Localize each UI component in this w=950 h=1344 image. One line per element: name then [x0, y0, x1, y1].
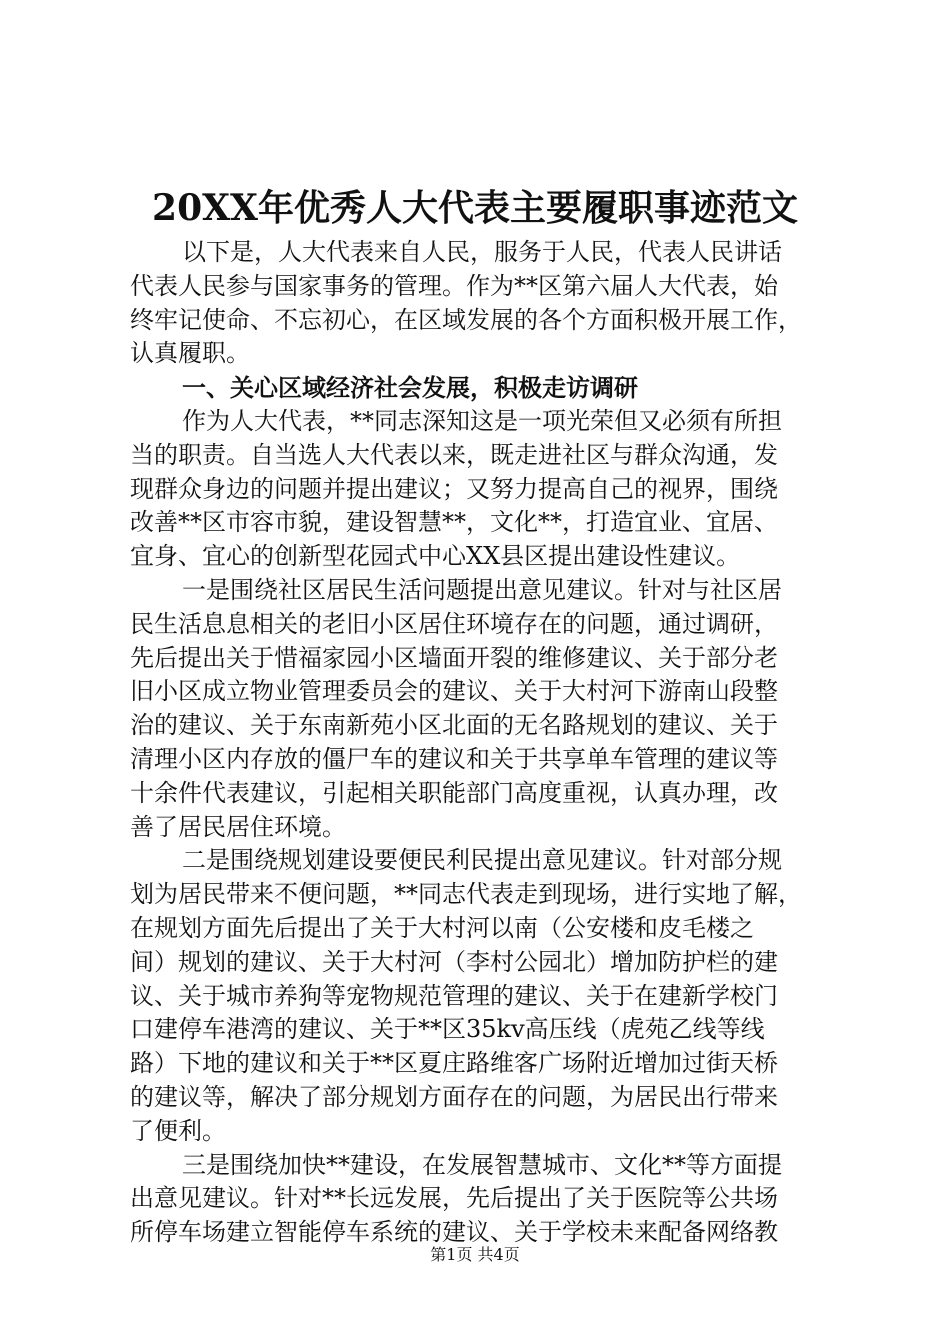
- paragraph-line: 十余件代表建议，引起相关职能部门高度重视，认真办理，改: [130, 778, 778, 807]
- paragraph-line: 代表人民参与国家事务的管理。作为**区第六届人大代表，始: [130, 271, 778, 300]
- paragraph-line: 认真履职。: [130, 339, 250, 368]
- paragraph-line: 治的建议、关于东南新苑小区北面的无名路规划的建议、关于: [130, 711, 778, 740]
- paragraph-line: 改善**区市容市貌，建设智慧**，文化**，打造宜业、宜居、: [130, 508, 778, 537]
- paragraph-line: 口建停车港湾的建议、关于**区35kv高压线（虎苑乙线等线: [130, 1015, 765, 1044]
- paragraph-line: 清理小区内存放的僵尸车的建议和关于共享单车管理的建议等: [130, 744, 778, 773]
- paragraph-line: 旧小区成立物业管理委员会的建议、关于大村河下游南山段整: [130, 677, 778, 706]
- paragraph-line: 划为居民带来不便问题，**同志代表走到现场，进行实地了解，: [130, 880, 802, 909]
- page-number-footer: 第1页 共4页: [430, 1245, 520, 1264]
- paragraph-line: 路）下地的建议和关于**区夏庄路维客广场附近增加过街天桥: [130, 1049, 778, 1078]
- paragraph-line: 现群众身边的问题并提出建议；又努力提高自己的视界，围绕: [130, 474, 778, 503]
- paragraph-line: 议、关于城市养狗等宠物规范管理的建议、关于在建新学校门: [130, 981, 778, 1010]
- document-body: [130, 236, 830, 1250]
- paragraph-line: 间）规划的建议、关于大村河（李村公园北）增加防护栏的建: [130, 947, 778, 976]
- paragraph-line: 在规划方面先后提出了关于大村河以南（公安楼和皮毛楼之: [130, 913, 754, 942]
- paragraph-line: 当的职责。自当选人大代表以来，既走进社区与群众沟通，发: [130, 440, 778, 469]
- paragraph-line: 一是围绕社区居民生活问题提出意见建议。针对与社区居: [182, 575, 782, 604]
- paragraph-line: 宜身、宜心的创新型花园式中心XX县区提出建设性建议。: [130, 542, 741, 571]
- paragraph-line: 终牢记使命、不忘初心，在区域发展的各个方面积极开展工作，: [130, 305, 802, 334]
- paragraph-line: 出意见建议。针对**长远发展，先后提出了关于医院等公共场: [130, 1184, 778, 1213]
- paragraph-line: 所停车场建立智能停车系统的建议、关于学校未来配备网络教: [130, 1218, 778, 1247]
- section-heading: 一、关心区域经济社会发展，积极走访调研: [182, 373, 638, 403]
- paragraph-line: 三是围绕加快**建设，在发展智慧城市、文化**等方面提: [182, 1150, 782, 1179]
- paragraph-line: 了便利。: [130, 1116, 226, 1145]
- paragraph-line: 以下是，人大代表来自人民，服务于人民，代表人民讲话: [182, 238, 782, 266]
- paragraph-line: 民生活息息相关的老旧小区居住环境存在的问题，通过调研，: [130, 609, 778, 638]
- paragraph-line: 二是围绕规划建设要便民利民提出意见建议。针对部分规: [182, 846, 782, 875]
- paragraph-line: 作为人大代表，**同志深知这是一项光荣但又必须有所担: [182, 406, 782, 435]
- paragraph-line: 善了居民居住环境。: [130, 812, 346, 841]
- document-title: 20XX年优秀人大代表主要履职事迹范文: [152, 187, 798, 229]
- paragraph-line: 的建议等，解决了部分规划方面存在的问题，为居民出行带来: [130, 1082, 778, 1111]
- paragraph-line: 先后提出关于惜福家园小区墙面开裂的维修建议、关于部分老: [130, 643, 778, 672]
